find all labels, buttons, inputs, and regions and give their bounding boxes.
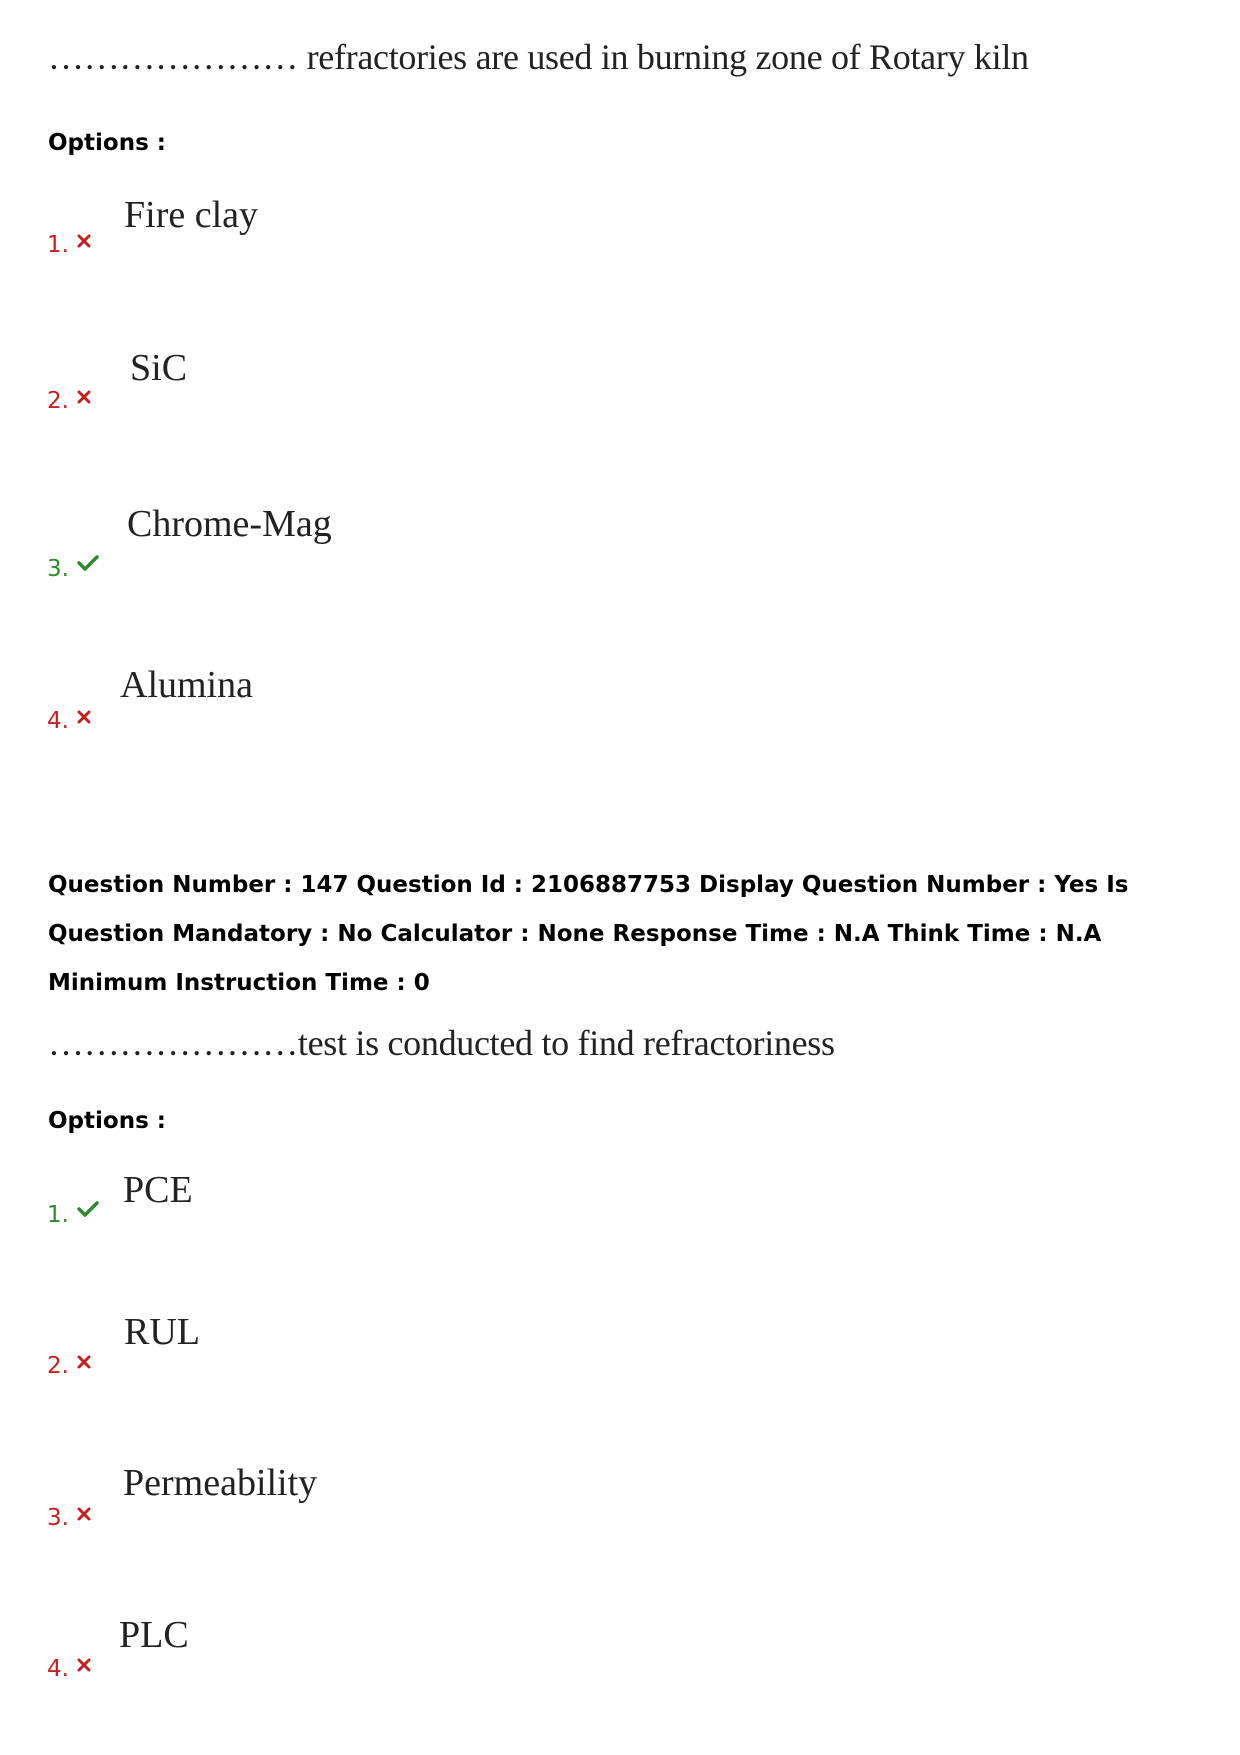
cross-mark-icon [77,228,91,254]
option-text: PCE [123,1169,193,1211]
option-number: 2. [47,1353,91,1379]
options-label: Options : [48,1108,166,1134]
option-text: Alumina [120,664,253,706]
cross-mark-icon [77,704,91,730]
option-text: RUL [124,1311,200,1353]
option-number: 4. [47,1656,91,1682]
cross-mark-icon [77,1501,91,1527]
option-number: 2. [47,388,91,414]
cross-mark-icon [77,384,91,410]
question-stem: ………………… refractories are used in burning zone of Rotary kiln [48,37,1029,77]
check-mark-icon [77,552,99,578]
option-text: Permeability [123,1462,318,1504]
question-meta: Question Number : 147 Question Id : 2106887753 Display Question Number : Yes Is Question Mandatory : No Calculator : None Response Time : N.A Think Time : N.A Minimum Instruction Time : 0 [48,872,1129,996]
cross-mark-icon [77,1349,91,1375]
options-label: Options : [48,130,166,156]
option-number: 3. [47,1505,91,1531]
option-number: 4. [47,708,91,734]
option-number: 1. [47,232,91,258]
option-text: Chrome-Mag [127,503,332,545]
check-mark-icon [77,1198,99,1224]
option-number: 3. [47,556,99,582]
option-text: SiC [130,347,188,389]
option-number: 1. [47,1202,99,1228]
option-text: PLC [119,1614,189,1656]
question-stem: …………………test is conducted to find refractoriness [48,1023,835,1063]
cross-mark-icon [77,1652,91,1678]
option-text: Fire clay [124,194,259,236]
